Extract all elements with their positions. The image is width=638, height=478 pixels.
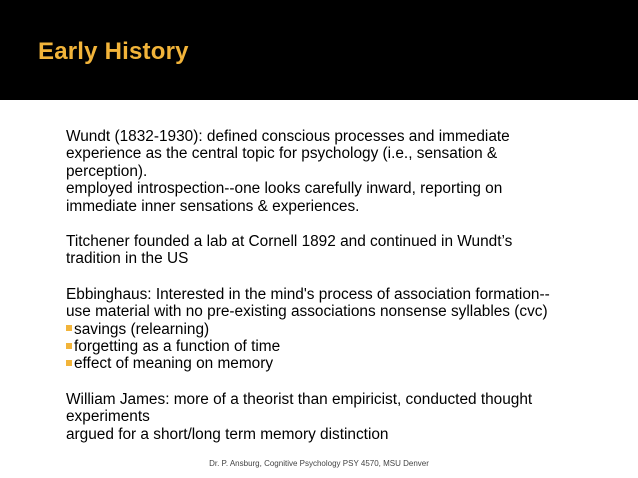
body-line: William James: more of a theorist than empiricist, conducted thought [66,390,533,408]
paragraph-spacer [66,268,606,286]
paragraph-spacer [66,215,606,233]
body-line: experiments [66,408,150,426]
slide-title: Early History [38,38,189,65]
wundt-paragraph [66,128,606,215]
body-line: Wundt (1832-1930): defined conscious processes and immediate [66,128,510,145]
ebbinghaus-paragraph [66,286,606,373]
body-line: employed introspection--one looks carefully inward, reporting on [66,180,503,198]
body-line: immediate inner sensations & experiences. [66,197,360,215]
slide-footer: Dr. P. Ansburg, Cognitive Psychology PSY 4570, MSU Denver [209,459,429,468]
james-paragraph [66,391,606,443]
body-line: argued for a short/long term memory distinction [66,425,389,443]
bullet-text: forgetting as a function of time [74,338,281,356]
bullet-item [66,338,606,355]
titchener-paragraph [66,233,606,268]
body-line: use material with no pre-existing associations nonsense syllables (cvc) [66,303,548,321]
square-bullet-icon [66,343,72,349]
title-bar [0,0,638,100]
body-line: tradition in the US [66,250,189,268]
square-bullet-icon [66,325,72,331]
bullet-item [66,355,606,372]
paragraph-spacer [66,373,606,391]
bullet-text: savings (relearning) [74,320,210,338]
slide-body [66,128,606,443]
body-line: Ebbinghaus: Interested in the mind's process of association formation-- [66,285,550,303]
body-line: perception). [66,162,148,180]
square-bullet-icon [66,360,72,366]
body-line: Titchener founded a lab at Cornell 1892 and continued in Wundt’s [66,233,513,251]
body-line: experience as the central topic for psychology (i.e., sensation & [66,145,498,163]
bullet-item [66,321,606,338]
bullet-text: effect of meaning on memory [74,355,274,373]
